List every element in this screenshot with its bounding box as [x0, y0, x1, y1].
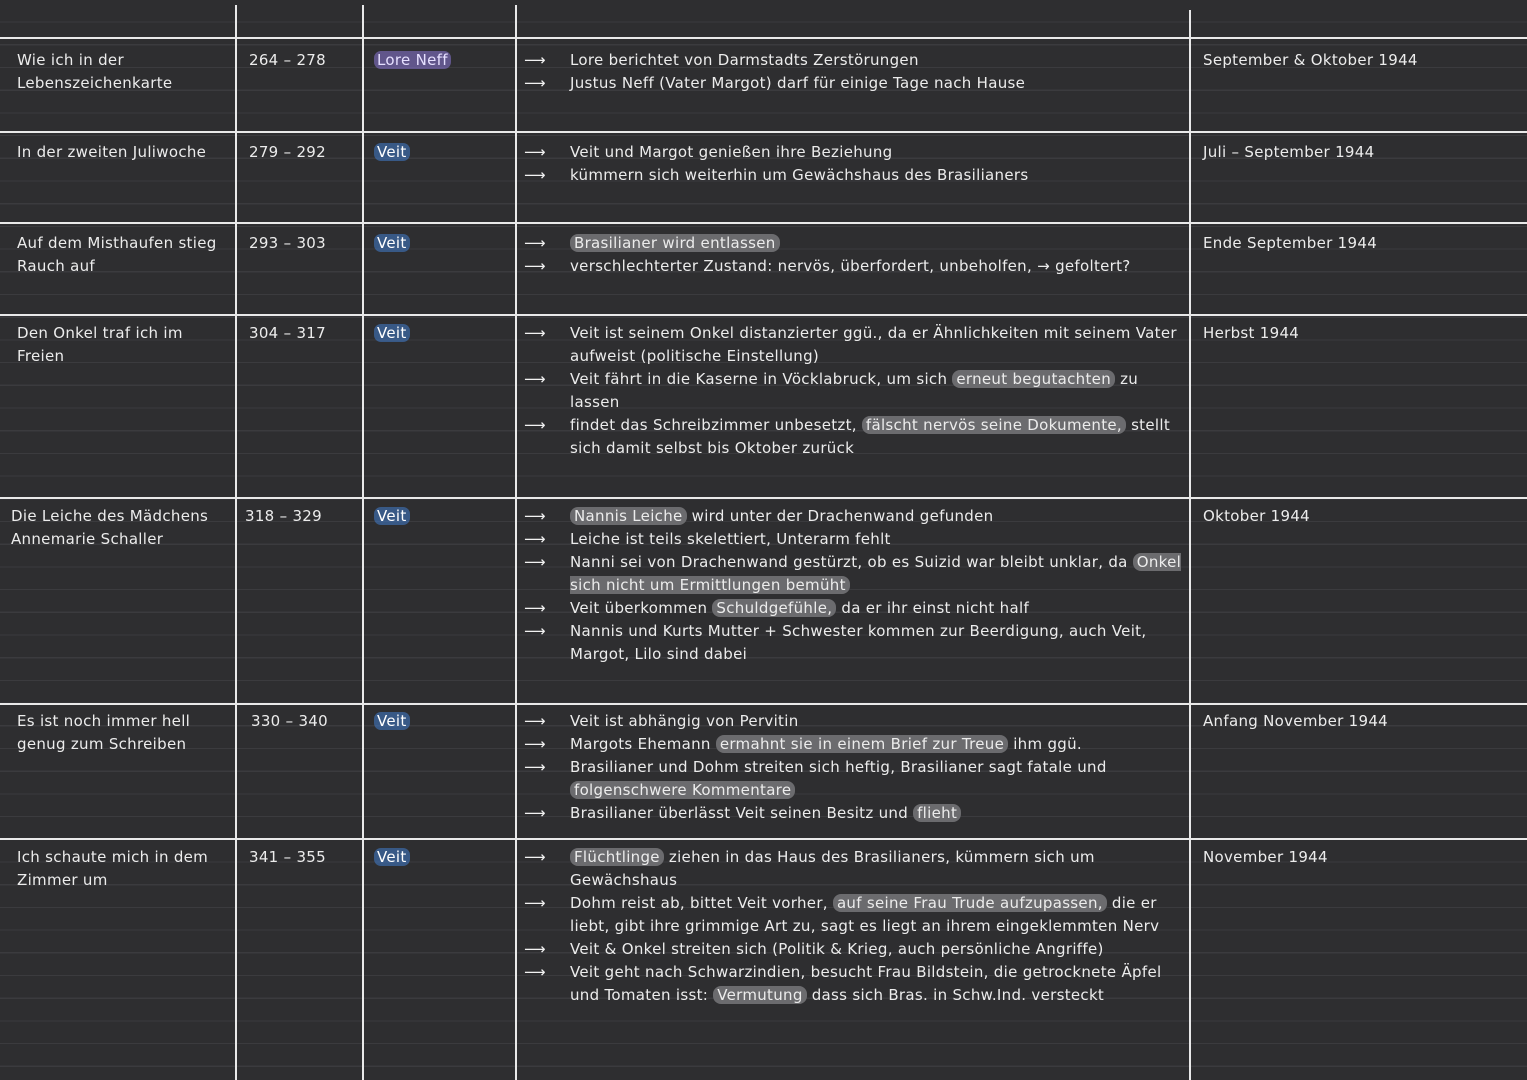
events-list: [524, 49, 1184, 95]
arrow-right-icon: ⟶: [524, 143, 546, 161]
event-item: [524, 368, 1184, 414]
event-text-part: Justus Neff (Vater Margot) darf für einige Tage nach Hause: [570, 74, 1026, 92]
arrow-right-icon: ⟶: [524, 416, 546, 434]
highlighted-text: Onkel sich nicht um Ermittlungen bemüht: [570, 553, 1182, 594]
event-text-part: Leiche ist teils skelettiert, Unterarm fehlt: [570, 530, 891, 548]
arrow-right-icon: ⟶: [524, 257, 546, 275]
arrow-right-icon: ⟶: [524, 894, 546, 912]
narrator-label: [374, 49, 451, 72]
time-period: Anfang November 1944: [1203, 712, 1389, 730]
page-range: 330 – 340: [251, 712, 328, 730]
chapter-title: Den Onkel traf ich im Freien: [17, 324, 183, 365]
event-item: [524, 620, 1184, 666]
event-text: [570, 166, 1028, 184]
event-text: [570, 553, 1181, 594]
event-text: [570, 622, 1146, 663]
column-divider: [1189, 10, 1191, 1080]
event-text-part: Veit fährt in die Kaserne in Vöcklabruck, um sich: [570, 370, 953, 388]
event-item: [524, 49, 1184, 72]
event-item: [524, 164, 1184, 187]
row-divider: [0, 314, 1527, 316]
highlighted-text: Brasilianer wird entlassen: [570, 234, 780, 252]
row-divider: [0, 222, 1527, 224]
page-range: 318 – 329: [245, 507, 322, 525]
event-text: [570, 758, 1107, 799]
event-text: [570, 848, 1095, 889]
event-item: [524, 710, 1184, 733]
narrator-label: [374, 846, 410, 869]
column-divider: [515, 5, 517, 1080]
event-text: [570, 507, 993, 525]
events-list: [524, 505, 1184, 666]
arrow-right-icon: ⟶: [524, 599, 546, 617]
event-text: [570, 940, 1104, 958]
event-text-part: Dohm reist ab, bittet Veit vorher,: [570, 894, 833, 912]
events-list: [524, 232, 1184, 278]
narrator-name: Lore Neff: [374, 51, 451, 69]
narrator-name: Veit: [374, 143, 410, 161]
event-item: [524, 846, 1184, 892]
highlighted-text: Nannis Leiche: [570, 507, 687, 525]
page-range: 341 – 355: [249, 848, 326, 866]
event-text-part: Veit und Margot genießen ihre Beziehung: [570, 143, 893, 161]
event-item: [524, 322, 1184, 368]
arrow-right-icon: ⟶: [524, 940, 546, 958]
event-text-part: kümmern sich weiterhin um Gewächshaus des Brasilianers: [570, 166, 1029, 184]
event-item: [524, 961, 1184, 1007]
arrow-right-icon: ⟶: [524, 622, 546, 640]
event-text: [570, 530, 891, 548]
event-item: [524, 892, 1184, 938]
event-item: [524, 597, 1184, 620]
highlighted-text: Flüchtlinge: [570, 848, 664, 866]
event-text: [570, 234, 780, 252]
event-text: [570, 74, 1025, 92]
highlighted-text: folgenschwere Kommentare: [570, 781, 795, 799]
event-item: [524, 505, 1184, 528]
event-text-part: Brasilianer überlässt Veit seinen Besitz und: [570, 804, 914, 822]
event-text-part: Nanni sei von Drachenwand gestürzt, ob es Suizid war bleibt unklar, da: [570, 553, 1133, 571]
row-divider: [0, 497, 1527, 499]
highlighted-text: fälscht nervös seine Dokumente,: [862, 416, 1126, 434]
event-text: [570, 370, 1138, 411]
event-text-part: zu lassen: [570, 370, 1139, 411]
time-period: Juli – September 1944: [1203, 143, 1375, 161]
arrow-right-icon: ⟶: [524, 324, 546, 342]
arrow-right-icon: ⟶: [524, 758, 546, 776]
event-text-part: die er liebt, gibt ihre grimmige Art zu, sagt es liegt an ihrem eingeklemmten Nerv: [570, 894, 1160, 935]
chapter-title: Die Leiche des Mädchens Annemarie Schaller: [11, 507, 209, 548]
event-item: [524, 733, 1184, 756]
row-divider: [0, 37, 1527, 39]
narrator-name: Veit: [374, 324, 410, 342]
event-item: [524, 255, 1184, 278]
event-text-part: Veit überkommen: [570, 599, 713, 617]
highlighted-text: flieht: [913, 804, 961, 822]
column-divider: [235, 5, 237, 1080]
chapter-title: Es ist noch immer hell genug zum Schreiben: [17, 712, 191, 753]
narrator-name: Veit: [374, 507, 410, 525]
event-item: [524, 528, 1184, 551]
event-text: [570, 804, 961, 822]
arrow-right-icon: ⟶: [524, 74, 546, 92]
events-list: [524, 846, 1184, 1007]
narrator-label: [374, 505, 410, 528]
column-divider: [362, 5, 364, 1080]
narrator-label: [374, 322, 410, 345]
row-divider: [0, 131, 1527, 133]
highlighted-text: ermahnt sie in einem Brief zur Treue: [716, 735, 1008, 753]
events-list: [524, 710, 1184, 825]
time-period: Ende September 1944: [1203, 234, 1378, 252]
arrow-right-icon: ⟶: [524, 963, 546, 981]
time-period: Oktober 1944: [1203, 507, 1311, 525]
event-text: [570, 324, 1177, 365]
event-item: [524, 141, 1184, 164]
chapter-title: In der zweiten Juliwoche: [17, 143, 207, 161]
event-text-part: Nannis und Kurts Mutter + Schwester kommen zur Beerdigung, auch Veit, Margot, Lilo sind dabei: [570, 622, 1147, 663]
event-text-part: da er ihr einst nicht half: [836, 599, 1030, 617]
page-range: 293 – 303: [249, 234, 326, 252]
chapter-title: Auf dem Misthaufen stieg Rauch auf: [17, 234, 217, 275]
event-text-part: stellt sich damit selbst bis Oktober zurück: [570, 416, 1171, 457]
event-text: [570, 416, 1170, 457]
highlighted-text: auf seine Frau Trude aufzupassen,: [833, 894, 1107, 912]
event-item: [524, 72, 1184, 95]
row-divider: [0, 703, 1527, 705]
page-range: 279 – 292: [249, 143, 326, 161]
arrow-right-icon: ⟶: [524, 507, 546, 525]
arrow-right-icon: ⟶: [524, 234, 546, 252]
arrow-right-icon: ⟶: [524, 51, 546, 69]
highlighted-text: erneut begutachten: [952, 370, 1115, 388]
chapter-title: Ich schaute mich in dem Zimmer um: [17, 848, 209, 889]
arrow-right-icon: ⟶: [524, 370, 546, 388]
event-text-part: Veit ist seinem Onkel distanzierter ggü., da er Ähnlichkeiten mit seinem Vater aufweist (politische Einstellung): [570, 324, 1177, 365]
events-list: [524, 322, 1184, 460]
event-text-part: Lore berichtet von Darmstadts Zerstörungen: [570, 51, 919, 69]
event-text: [570, 599, 1029, 617]
event-text: [570, 51, 919, 69]
arrow-right-icon: ⟶: [524, 712, 546, 730]
highlighted-text: Vermutung: [713, 986, 806, 1004]
event-text-part: Margots Ehemann: [570, 735, 716, 753]
event-text-part: Veit geht nach Schwarzindien, besucht Frau Bildstein, die getrocknete Äpfel und Tomaten isst:: [570, 963, 1162, 1004]
arrow-right-icon: ⟶: [524, 804, 546, 822]
page-range: 264 – 278: [249, 51, 326, 69]
arrow-right-icon: ⟶: [524, 848, 546, 866]
narrator-label: [374, 232, 410, 255]
narrator-label: [374, 710, 410, 733]
event-text-part: findet das Schreibzimmer unbesetzt,: [570, 416, 862, 434]
event-text-part: verschlechterter Zustand: nervös, überfordert, unbeholfen, → gefoltert?: [570, 257, 1131, 275]
event-text: [570, 735, 1082, 753]
narrator-label: [374, 141, 410, 164]
arrow-right-icon: ⟶: [524, 553, 546, 571]
event-text-part: dass sich Bras. in Schw.Ind. versteckt: [806, 986, 1105, 1004]
events-list: [524, 141, 1184, 187]
arrow-right-icon: ⟶: [524, 530, 546, 548]
event-text-part: ihm ggü.: [1008, 735, 1082, 753]
arrow-right-icon: ⟶: [524, 166, 546, 184]
event-item: [524, 756, 1184, 802]
narrator-name: Veit: [374, 712, 410, 730]
highlighted-text: Schuldgefühle,: [712, 599, 836, 617]
time-period: September & Oktober 1944: [1203, 51, 1418, 69]
event-item: [524, 938, 1184, 961]
page-range: 304 – 317: [249, 324, 326, 342]
chapter-title: Wie ich in der Lebenszeichenkarte: [17, 51, 173, 92]
row-divider: [0, 838, 1527, 840]
event-item: [524, 551, 1184, 597]
event-text-part: Veit ist abhängig von Pervitin: [570, 712, 799, 730]
event-text: [570, 257, 1131, 275]
event-text-part: Veit & Onkel streiten sich (Politik & Krieg, auch persönliche Angriffe): [570, 940, 1104, 958]
event-text: [570, 143, 892, 161]
event-text: [570, 712, 799, 730]
event-text-part: Brasilianer und Dohm streiten sich heftig, Brasilianer sagt fatale und: [570, 758, 1107, 776]
event-item: [524, 414, 1184, 460]
event-text-part: ziehen in das Haus des Brasilianers, kümmern sich um Gewächshaus: [570, 848, 1095, 889]
narrator-name: Veit: [374, 234, 410, 252]
event-text-part: wird unter der Drachenwand gefunden: [686, 507, 994, 525]
arrow-right-icon: ⟶: [524, 735, 546, 753]
time-period: Herbst 1944: [1203, 324, 1300, 342]
event-text: [570, 894, 1159, 935]
event-item: [524, 802, 1184, 825]
narrator-name: Veit: [374, 848, 410, 866]
event-text: [570, 963, 1161, 1004]
event-item: [524, 232, 1184, 255]
time-period: November 1944: [1203, 848, 1328, 866]
